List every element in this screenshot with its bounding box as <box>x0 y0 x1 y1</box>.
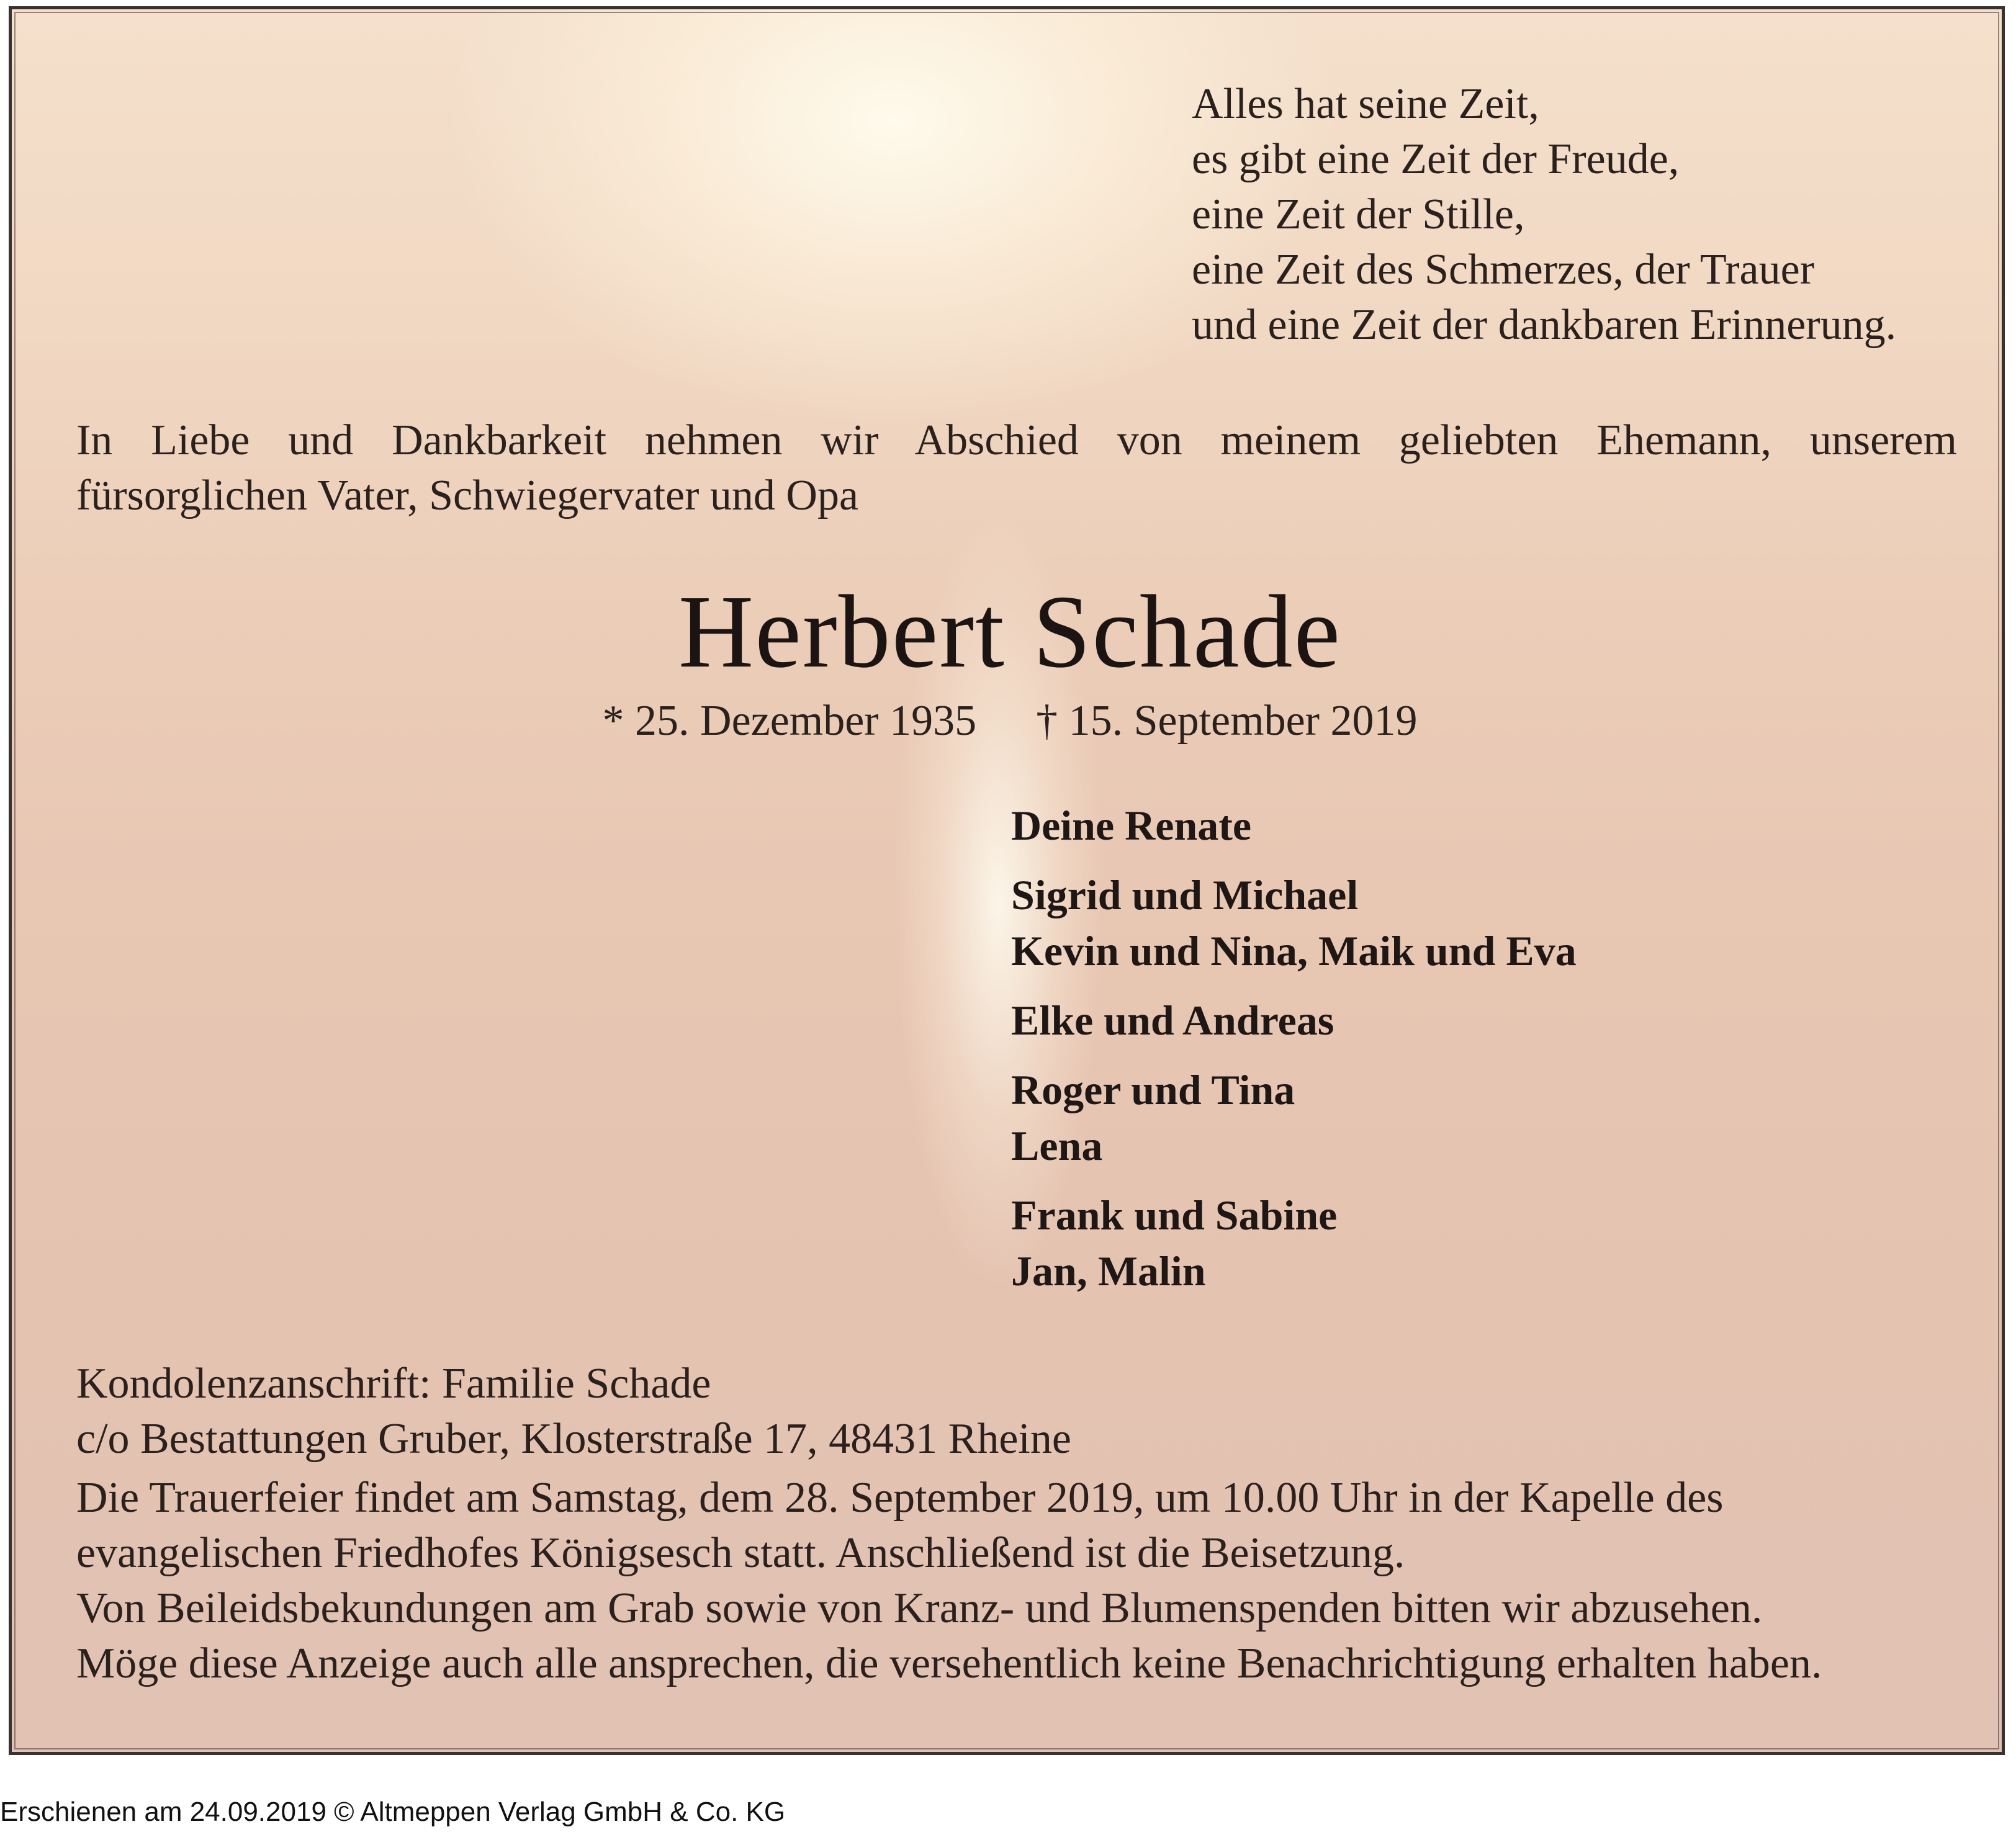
intro-text <box>76 413 1957 523</box>
family-group <box>1011 797 1577 853</box>
poem-line: Alles hat seine Zeit, <box>1192 80 1539 128</box>
family-line: Roger und Tina <box>1011 1066 1295 1113</box>
poem <box>1192 76 1896 352</box>
address-line: Kondolenzanschrift: Familie Schade <box>76 1360 711 1408</box>
family-line: Kevin und Nina, Maik und Eva <box>1011 927 1577 974</box>
service-details <box>76 1470 1969 1691</box>
family-signatures <box>1011 797 1577 1313</box>
poem-line: eine Zeit der Stille, <box>1192 191 1525 238</box>
poem-line: eine Zeit des Schmerzes, der Trauer <box>1192 246 1815 294</box>
family-line: Sigrid und Michael <box>1011 871 1359 918</box>
birth-date: * 25. Dezember 1935 <box>602 697 977 745</box>
poem-line: und eine Zeit der dankbaren Erinnerung. <box>1192 301 1897 349</box>
family-line: Frank und Sabine <box>1011 1192 1338 1239</box>
detail-line: Von Beileidsbekundungen am Grab sowie von Kranz- und Blumenspenden bitten wir abzusehen. <box>76 1584 1763 1632</box>
family-line: Deine Renate <box>1011 802 1252 849</box>
life-dates <box>12 693 2005 748</box>
condolence-address <box>76 1356 1969 1466</box>
family-group <box>1011 1062 1577 1174</box>
intro-line: In Liebe und Dankbarkeit nehmen wir Abschied von meinem geliebten Ehemann, unserem <box>76 416 1957 464</box>
detail-line: Möge diese Anzeige auch alle ansprechen, die versehentlich keine Benachrichtigung erhalten haben. <box>76 1640 1822 1687</box>
publication-credit: Erschienen am 24.09.2019 © Altmeppen Verlag GmbH & Co. KG <box>0 1797 786 1827</box>
family-line: Jan, Malin <box>1011 1247 1206 1295</box>
intro-line: fürsorglichen Vater, Schwiegervater und Opa <box>76 472 859 519</box>
service-information <box>76 1356 1969 1691</box>
address-line: c/o Bestattungen Gruber, Klosterstraße 17, 48431 Rheine <box>76 1415 1071 1463</box>
deceased-name: Herbert Schade <box>678 574 1342 689</box>
detail-line: evangelischen Friedhofes Königsesch statt. Anschließend ist die Beisetzung. <box>76 1529 1405 1577</box>
death-date: † 15. September 2019 <box>1036 697 1418 745</box>
obituary-notice <box>9 6 2005 1755</box>
poem-line: es gibt eine Zeit der Freude, <box>1192 135 1680 183</box>
family-line: Lena <box>1011 1122 1103 1169</box>
family-group <box>1011 867 1577 979</box>
family-line: Elke und Andreas <box>1011 997 1334 1044</box>
family-group <box>1011 1187 1577 1299</box>
family-group <box>1011 992 1577 1048</box>
detail-line: Die Trauerfeier findet am Samstag, dem 28. September 2019, um 10.00 Uhr in der Kapelle des <box>76 1474 1724 1522</box>
